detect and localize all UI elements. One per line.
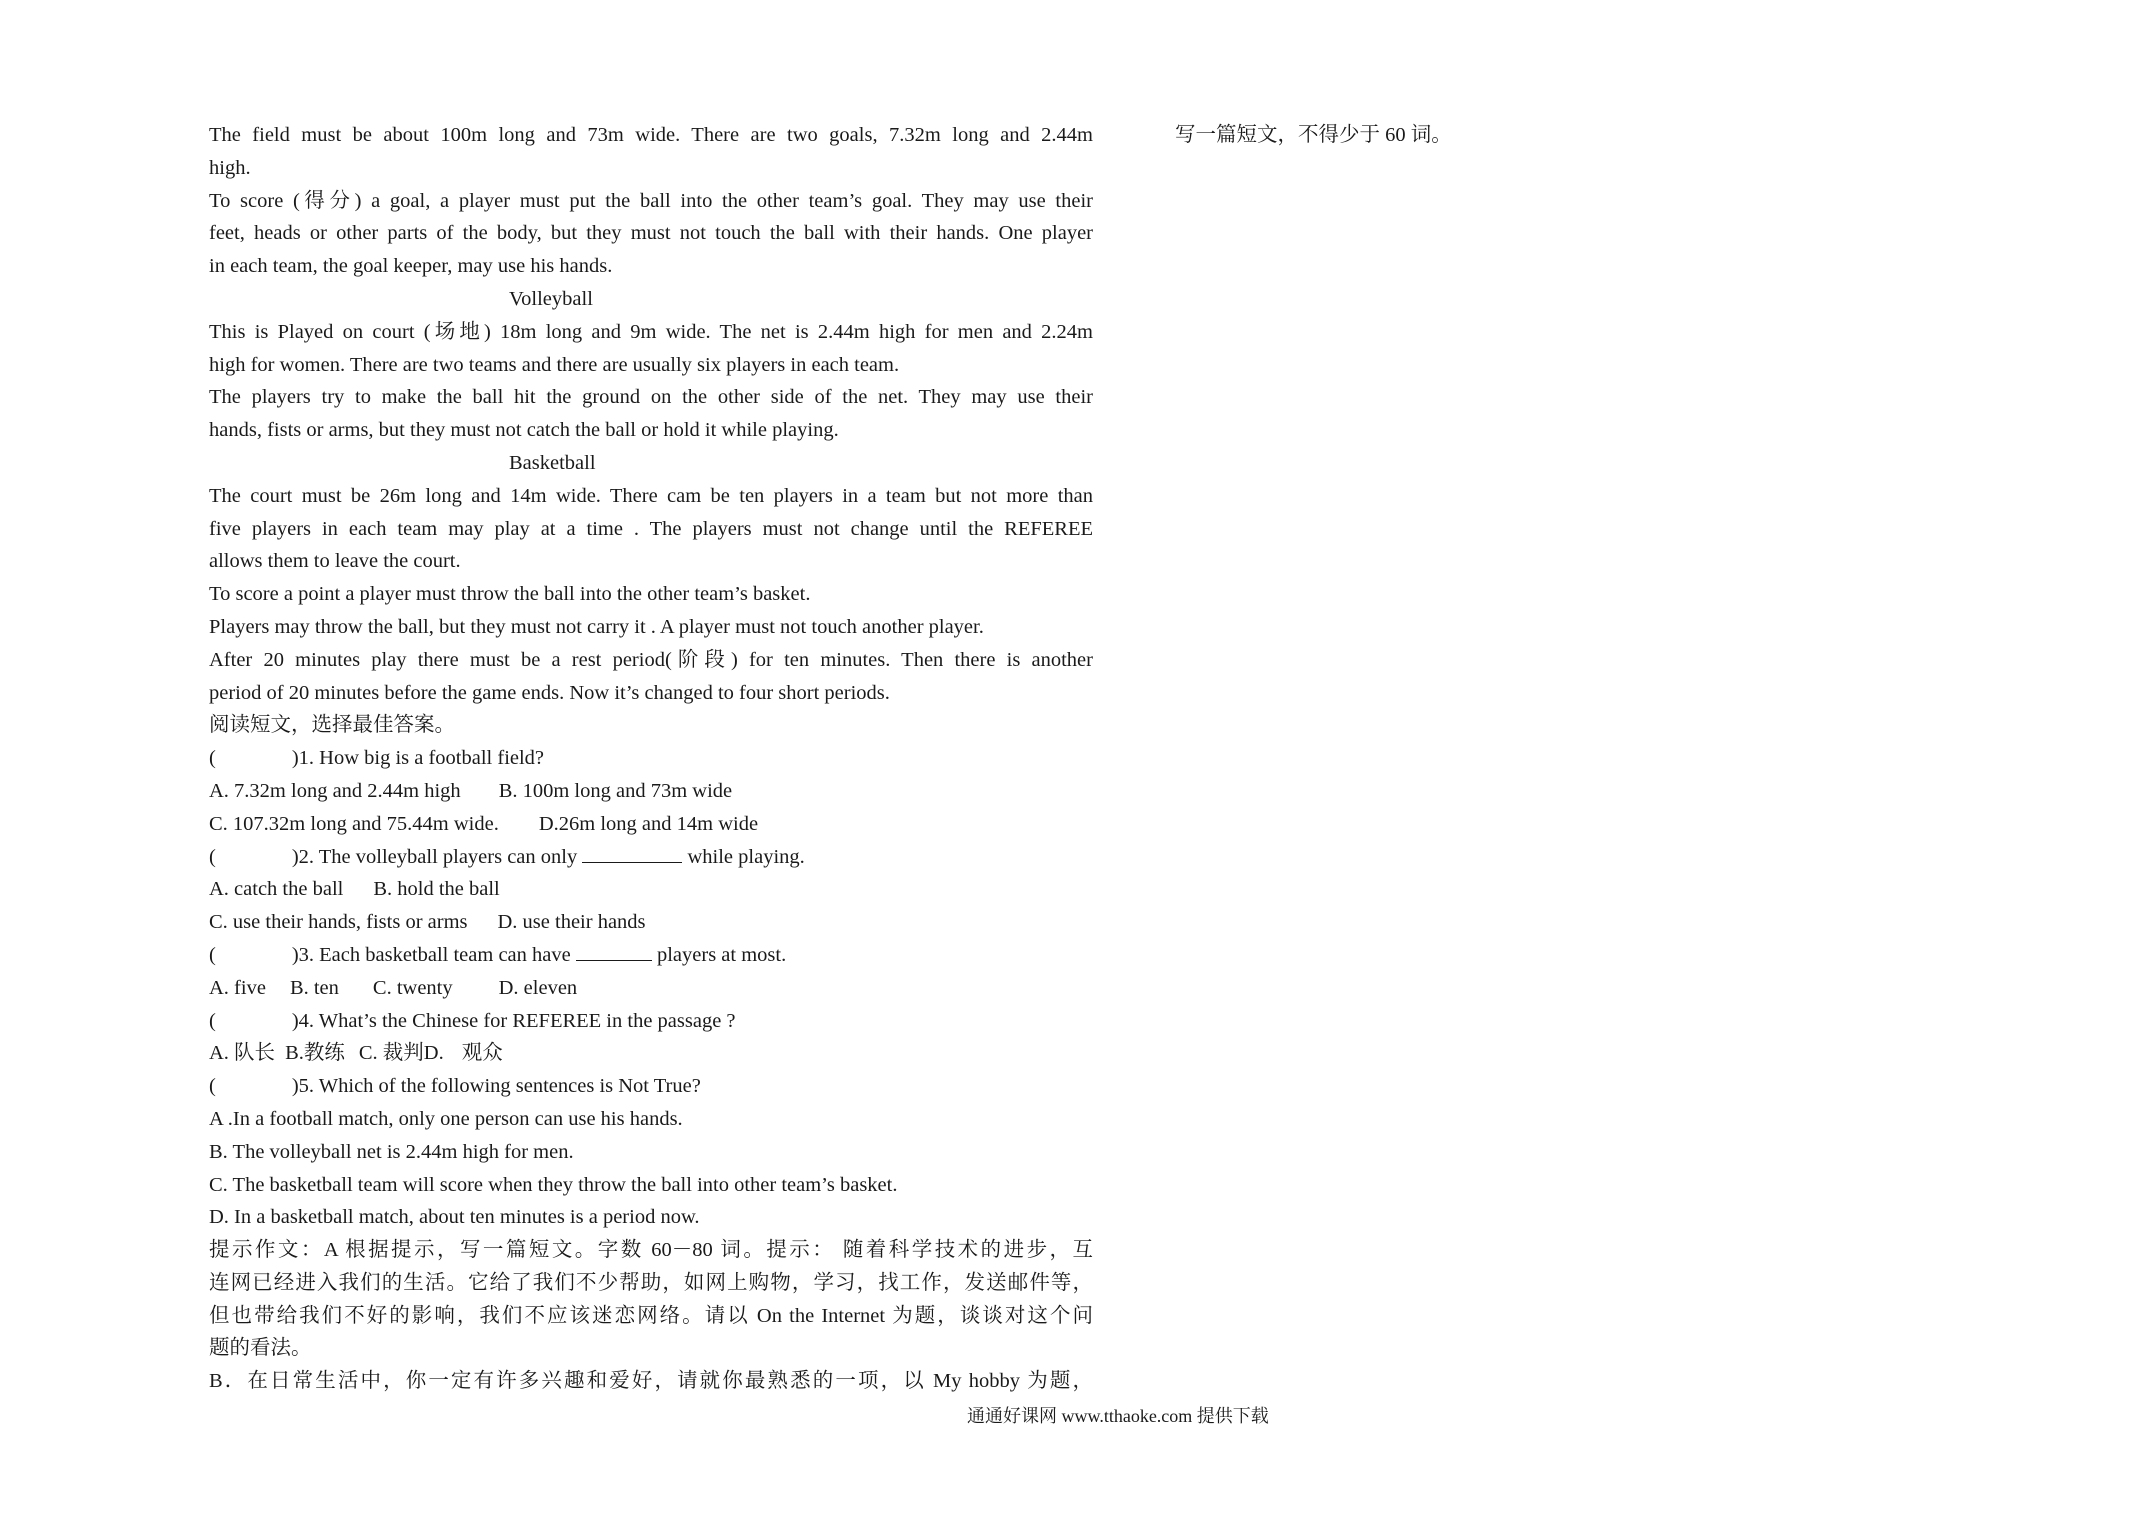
answer-paren: ( bbox=[209, 845, 216, 868]
question-5-text: )5. Which of the following sentences is Not True? bbox=[291, 1075, 701, 1098]
answer-paren: ( bbox=[209, 747, 216, 770]
football-paragraph-1-line-2: high. bbox=[209, 156, 251, 179]
option-b: B. hold the ball bbox=[373, 878, 500, 901]
fill-in-blank[interactable] bbox=[576, 942, 652, 961]
volleyball-paragraph-1-line-1: This is Played on court (场地) 18m long and 9m wide. The net is 2.44m high for men and 2.24m bbox=[209, 320, 1093, 343]
basketball-paragraph-1-line-1: The court must be 26m long and 14m wide. There cam be ten players in a team but not more than bbox=[209, 484, 1093, 507]
writing-a-line-1: 提示作文：A 根据提示，写一篇短文。字数 60－80 词。提示： 随着科学技术的进步，互 bbox=[209, 1239, 1093, 1262]
question-3-text-end: players at most. bbox=[656, 943, 787, 966]
writing-b-line-2: 写一篇短文，不得少于 60 词。 bbox=[1175, 124, 1452, 146]
football-paragraph-2-line-1: To score (得分) a goal, a player must put the ball into the other team’s goal. They may use their bbox=[209, 189, 1093, 212]
basketball-paragraph-2: To score a point a player must throw the ball into the other team’s basket. bbox=[209, 583, 811, 606]
option-a: A .In a football match, only one person can use his hands. bbox=[209, 1107, 683, 1130]
answer-paren: ( bbox=[209, 1075, 216, 1098]
option-c: C. twenty bbox=[372, 976, 453, 999]
football-paragraph-2-line-2: feet, heads or other parts of the body, but they must not touch the ball with their hands. One player bbox=[209, 222, 1093, 245]
basketball-paragraph-4-line-1: After 20 minutes play there must be a rest period(阶段) for ten minutes. Then there is another bbox=[209, 648, 1093, 671]
left-column bbox=[209, 119, 1093, 1398]
basketball-paragraph-4-line-2: period of 20 minutes before the game ends. Now it’s changed to four short periods. bbox=[209, 681, 890, 704]
basketball-paragraph-1-line-2: five players in each team may play at a time . The players must not change until the REFEREE bbox=[209, 517, 1093, 540]
option-a: A. 7.32m long and 2.44m high bbox=[209, 779, 461, 802]
question-4 bbox=[209, 1005, 1093, 1038]
question-1-text: )1. How big is a football field? bbox=[291, 747, 545, 770]
reading-instruction: 阅读短文，选择最佳答案。 bbox=[209, 714, 455, 737]
volleyball-heading: Volleyball bbox=[509, 287, 593, 310]
basketball-paragraph-3: Players may throw the ball, but they must not carry it . A player must not touch another player. bbox=[209, 615, 984, 638]
question-1-options-cd bbox=[209, 808, 1093, 841]
writing-a-line-4: 题的看法。 bbox=[209, 1337, 312, 1360]
option-a: A. 队长 bbox=[209, 1042, 276, 1065]
question-2-text-end: while playing. bbox=[687, 845, 805, 868]
question-3-options bbox=[209, 972, 1093, 1005]
option-d: 观众 bbox=[461, 1042, 503, 1065]
question-4-options bbox=[209, 1037, 1093, 1070]
option-c: C. 107.32m long and 75.44m wide. bbox=[209, 812, 499, 835]
option-a: A. five bbox=[209, 976, 266, 999]
question-1-options-ab bbox=[209, 775, 1093, 808]
option-c: C. 裁判D. bbox=[358, 1042, 444, 1065]
question-2-text: )2. The volleyball players can only bbox=[291, 845, 578, 868]
option-d: D. In a basketball match, about ten minutes is a period now. bbox=[209, 1206, 700, 1229]
question-2 bbox=[209, 841, 1093, 874]
option-a: A. catch the ball bbox=[209, 878, 344, 901]
football-paragraph-2-line-3: in each team, the goal keeper, may use his hands. bbox=[209, 255, 613, 278]
option-d: D.26m long and 14m wide bbox=[538, 812, 759, 835]
question-2-options-cd bbox=[209, 906, 1093, 939]
option-d: D. use their hands bbox=[497, 911, 646, 934]
option-c: C. use their hands, fists or arms bbox=[209, 911, 468, 934]
question-5 bbox=[209, 1070, 1093, 1103]
question-4-text: )4. What’s the Chinese for REFEREE in the passage ? bbox=[291, 1009, 736, 1032]
option-b: B. The volleyball net is 2.44m high for men. bbox=[209, 1140, 574, 1163]
question-3 bbox=[209, 939, 1093, 972]
fill-in-blank[interactable] bbox=[582, 844, 682, 863]
option-c: C. The basketball team will score when they throw the ball into other team’s basket. bbox=[209, 1173, 898, 1196]
basketball-paragraph-1-line-3: allows them to leave the court. bbox=[209, 550, 461, 573]
question-1 bbox=[209, 742, 1093, 775]
question-3-text: )3. Each basketball team can have bbox=[291, 943, 571, 966]
writing-b-line-1: B．在日常生活中，你一定有许多兴趣和爱好，请就你最熟悉的一项，以 My hobby 为题， bbox=[209, 1370, 1093, 1393]
writing-a-line-3: 但也带给我们不好的影响，我们不应该迷恋网络。请以 On the Internet 为题，谈谈对这个问 bbox=[209, 1304, 1093, 1327]
writing-a-line-2: 连网已经进入我们的生活。它给了我们不少帮助，如网上购物，学习，找工作，发送邮件等， bbox=[209, 1271, 1093, 1294]
right-column bbox=[1175, 119, 1775, 152]
answer-paren: ( bbox=[209, 943, 216, 966]
basketball-heading: Basketball bbox=[509, 451, 596, 474]
volleyball-paragraph-2-line-1: The players try to make the ball hit the ground on the other side of the net. They may use their bbox=[209, 386, 1093, 409]
volleyball-paragraph-2-line-2: hands, fists or arms, but they must not catch the ball or hold it while playing. bbox=[209, 419, 839, 442]
football-paragraph-1-line-1: The field must be about 100m long and 73m wide. There are two goals, 7.32m long and 2.44m bbox=[209, 124, 1093, 146]
option-d: D. eleven bbox=[498, 976, 578, 999]
question-2-options-ab bbox=[209, 873, 1093, 906]
option-b: B.教练 bbox=[285, 1042, 345, 1065]
option-b: B. 100m long and 73m wide bbox=[498, 779, 733, 802]
answer-paren: ( bbox=[209, 1009, 216, 1032]
option-b: B. ten bbox=[289, 976, 339, 999]
volleyball-paragraph-1-line-2: high for women. There are two teams and there are usually six players in each team. bbox=[209, 353, 900, 376]
page-footer: 通通好课网 www.tthaoke.com 提供下载 bbox=[967, 1406, 1269, 1426]
